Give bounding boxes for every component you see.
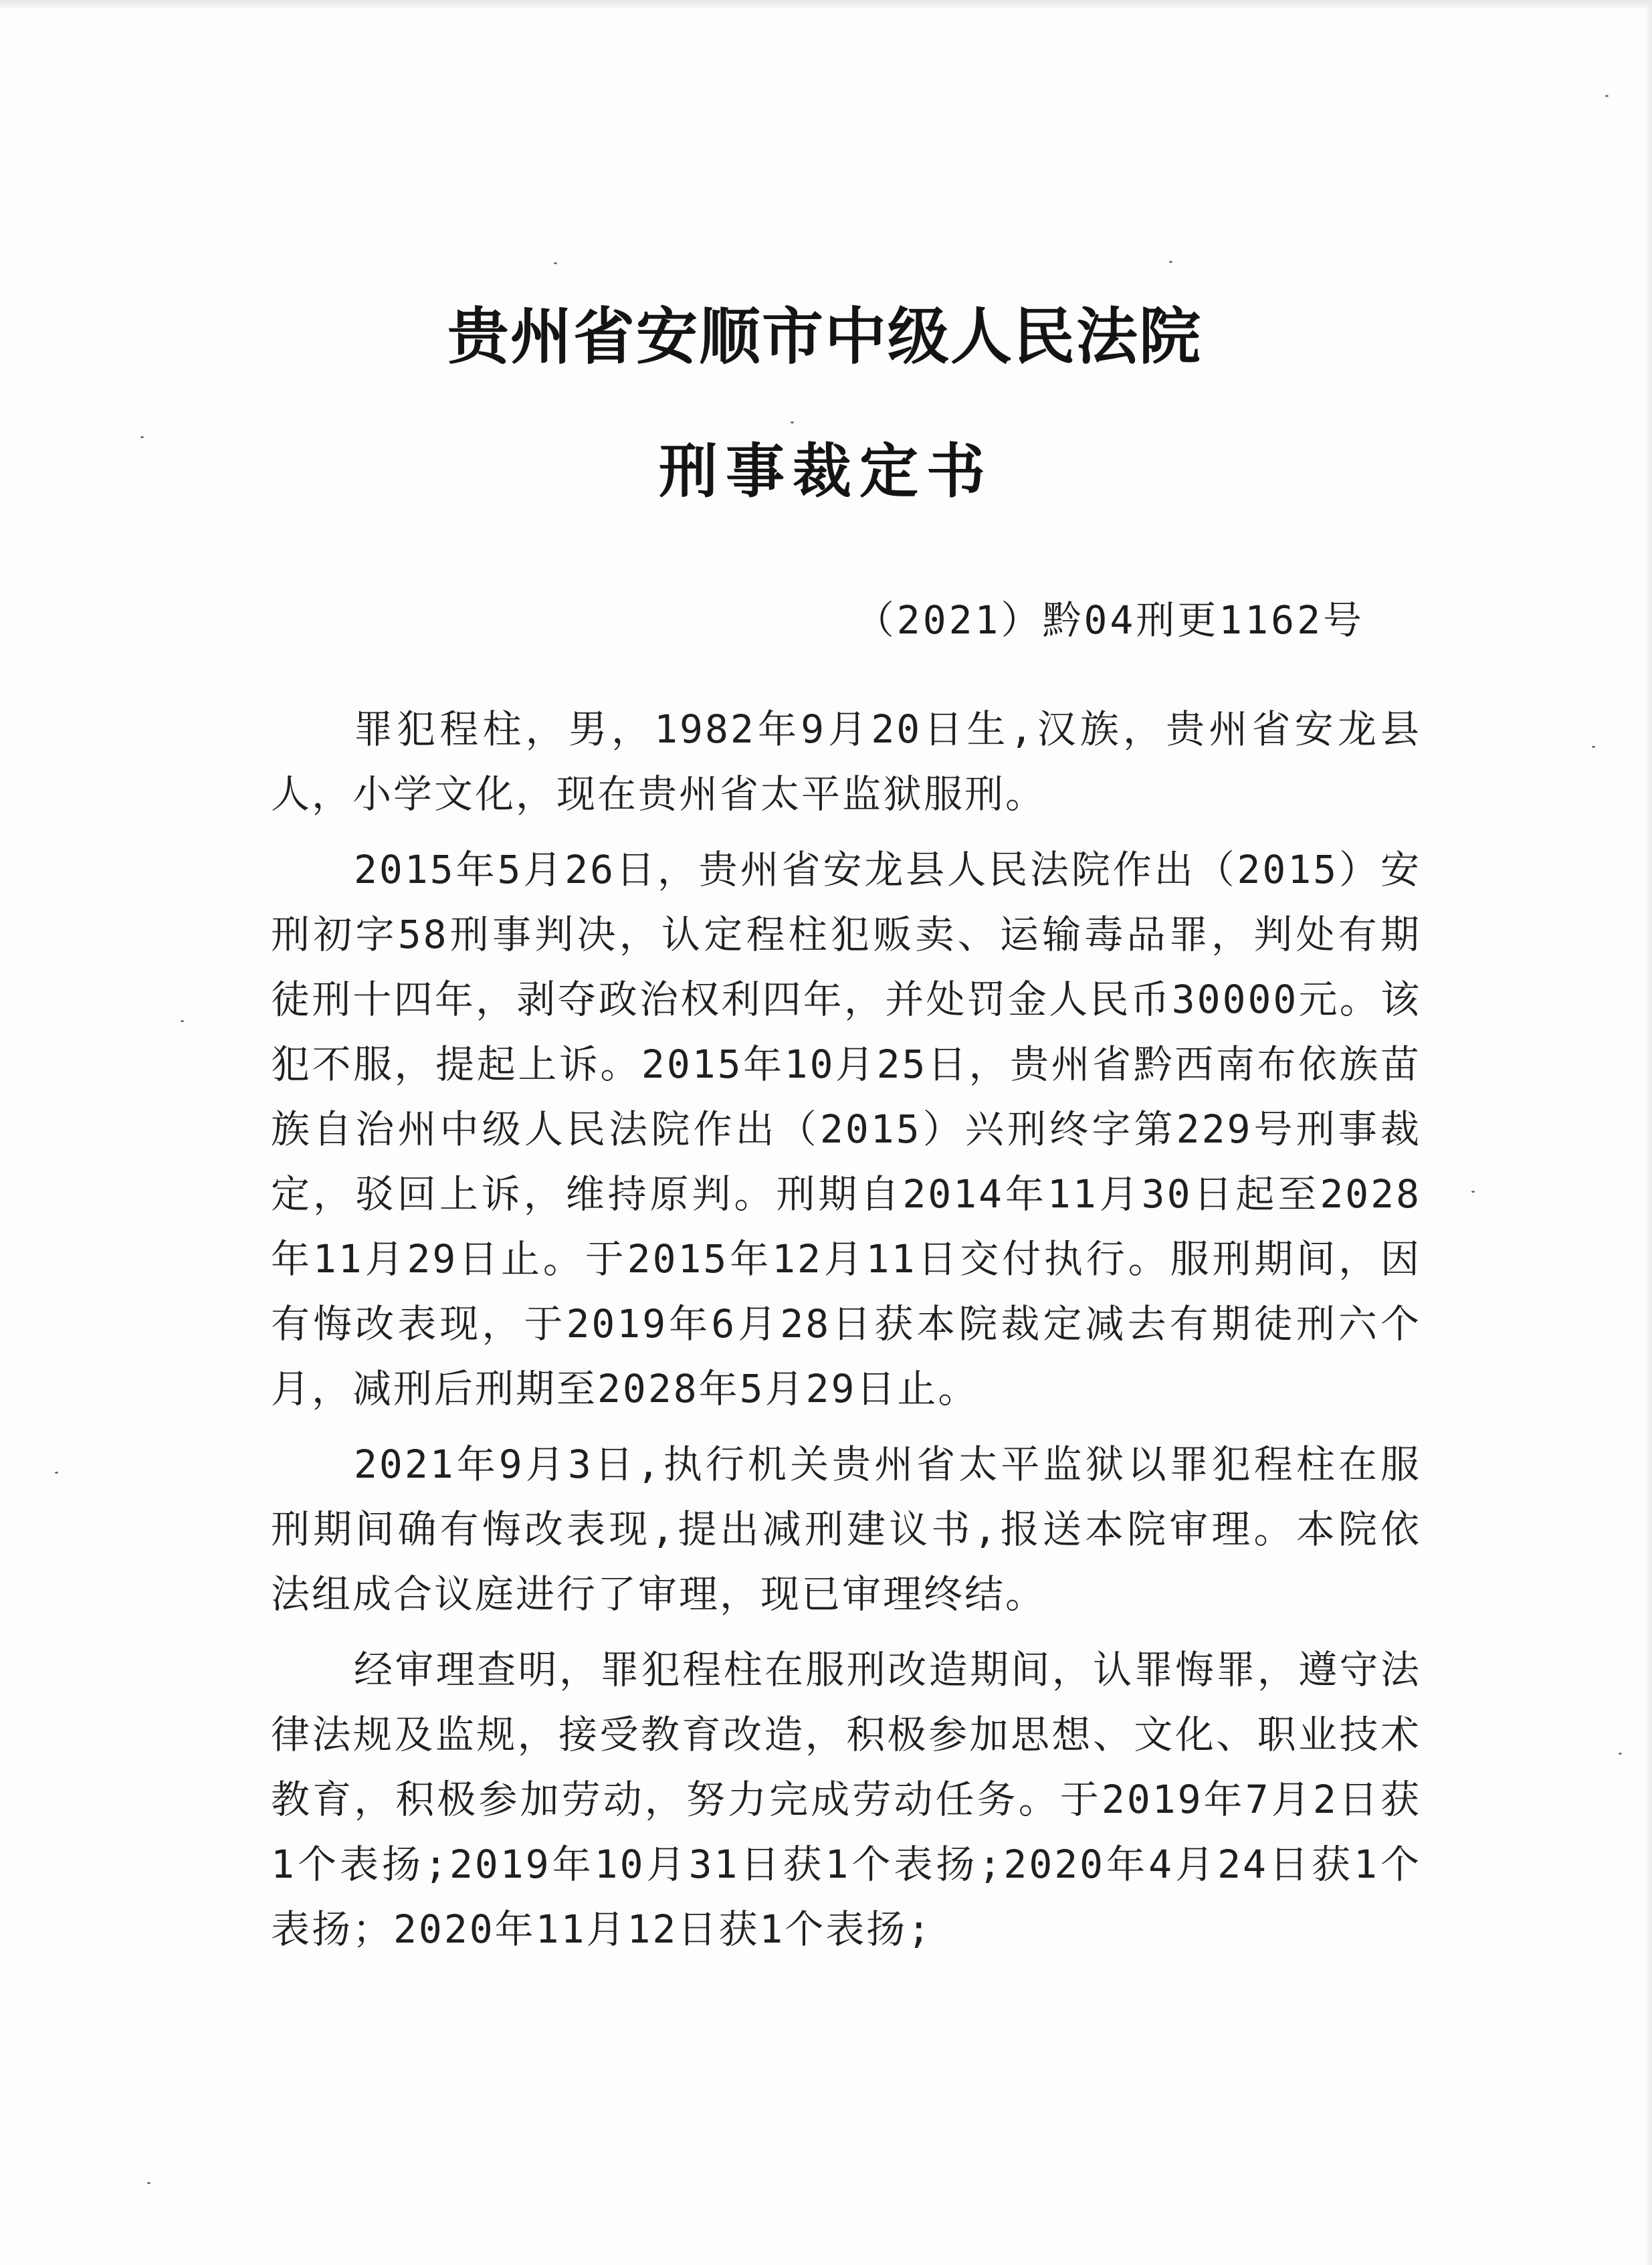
scan-speck <box>147 2182 150 2184</box>
scan-top-edge <box>0 0 1652 9</box>
case-number: （2021）黔04刑更1162号 <box>855 597 1364 643</box>
paragraph-commutation-proposal: 2021年9月3日,执行机关贵州省太平监狱以罪犯程柱在服刑期间确有悔改表现,提出减刑建议书,报送本院审理。本院依法组成合议庭进行了审理，现已审理终结。 <box>271 1442 1421 1617</box>
scan-speck <box>55 1472 58 1474</box>
scan-speck <box>181 1020 184 1022</box>
scan-speck <box>1619 1753 1622 1755</box>
scan-speck <box>1592 746 1595 748</box>
court-name: 贵州省安顺市中级人民法院 <box>447 300 1202 373</box>
scan-speck <box>140 436 144 438</box>
document-body <box>271 697 1421 1973</box>
document-title: 刑事裁定书 <box>658 436 993 506</box>
scan-speck <box>1169 261 1172 263</box>
scan-speck <box>1471 1191 1475 1193</box>
paragraph-findings: 经审理查明，罪犯程柱在服刑改造期间，认罪悔罪，遵守法律法规及监规，接受教育改造，积极参加思想、文化、职业技术教育，积极参加劳动，努力完成劳动任务。于2019年7月2日获1个表扬;2019年10月31日获1个表扬;2020年4月24日获1个表扬；2020年11月12日获1个表扬; <box>271 1647 1421 1952</box>
paragraph-defendant-info: 罪犯程柱，男，1982年9月20日生,汉族，贵州省安龙县人，小学文化，现在贵州省太平监狱服刑。 <box>271 706 1421 817</box>
scan-speck <box>1605 95 1609 97</box>
scan-speck <box>554 262 557 264</box>
paragraph-sentence-history: 2015年5月26日，贵州省安龙县人民法院作出（2015）安刑初字58刑事判决，认定程柱犯贩卖、运输毒品罪，判处有期徒刑十四年，剥夺政治权利四年，并处罚金人民币30000元。该犯不服，提起上诉。2015年10月25日，贵州省黔西南布依族苗族自治州中级人民法院作出（2015）兴刑终字第229号刑事裁定，驳回上诉，维持原判。刑期自2014年11月30日起至2028年11月29日止。于2015年12月11日交付执行。服刑期间，因有悔改表现，于2019年6月28日获本院裁定减去有期徒刑六个月，减刑后刑期至2028年5月29日止。 <box>271 847 1421 1411</box>
scan-speck <box>791 421 794 423</box>
